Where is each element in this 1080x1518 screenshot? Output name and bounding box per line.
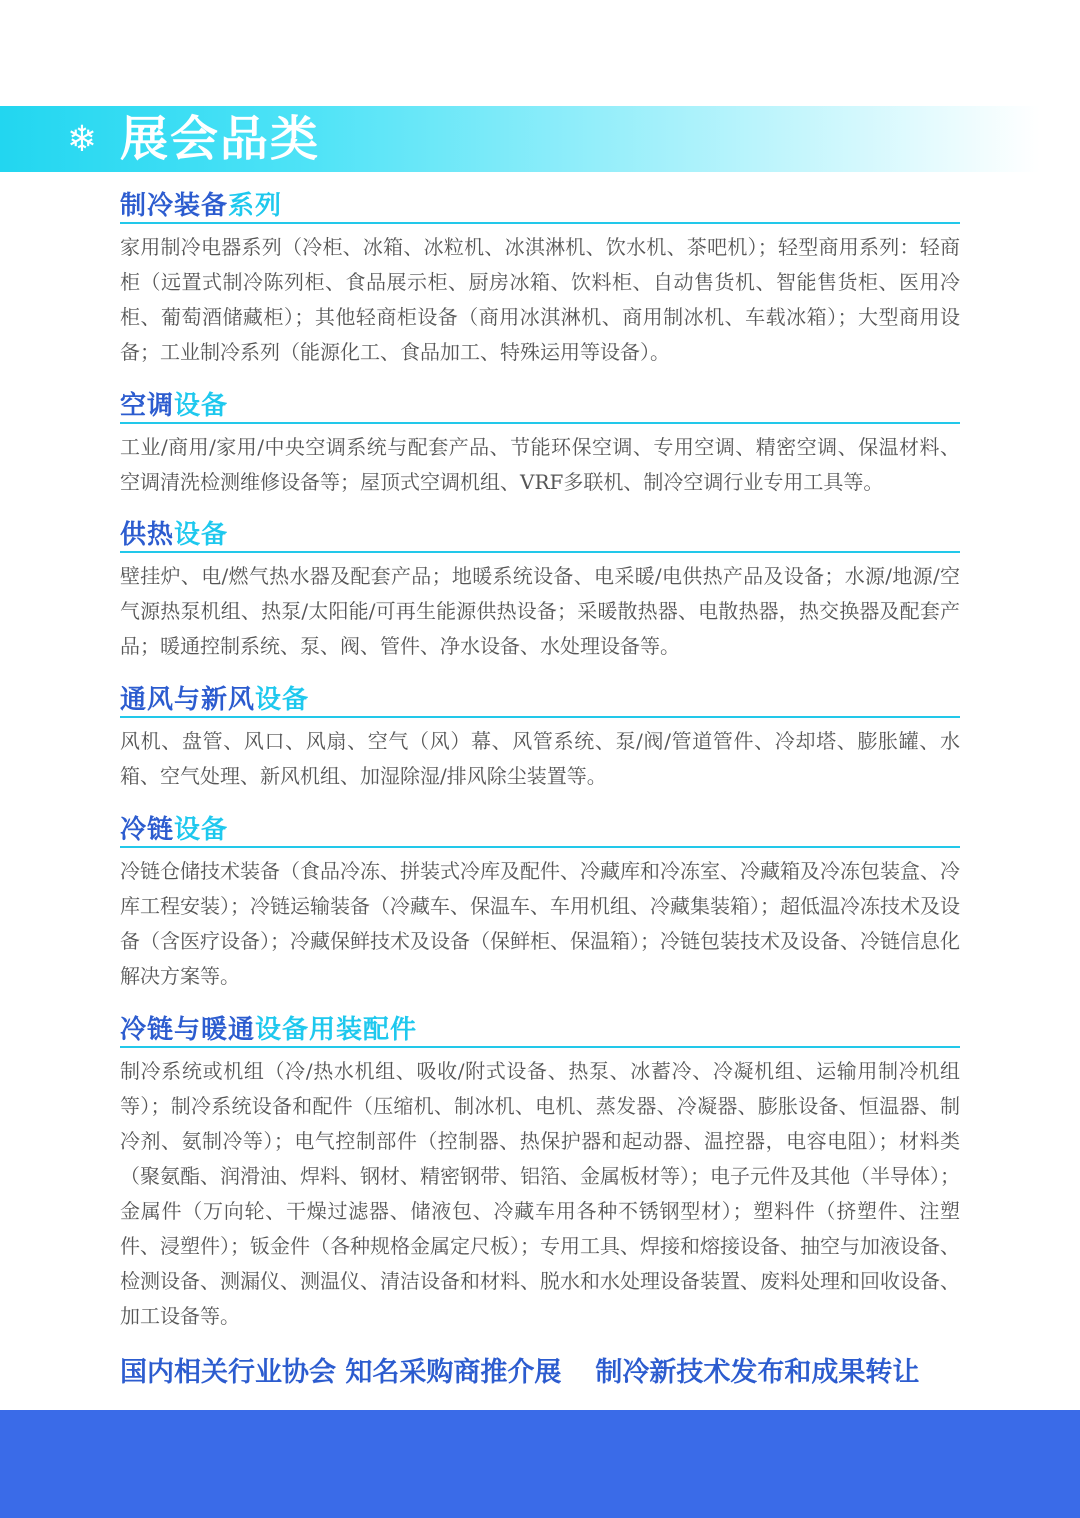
section-body: 冷链仓储技术装备（食品冷冻、拼装式冷库及配件、冷藏库和冷冻室、冷藏箱及冷冻包装盒、冷库工程安装）；冷链运输装备（冷藏车、保温车、车用机组、冷藏集装箱）；超低温冷冻技术及设备（含医疗设备）；冷藏保鲜技术及设备（保鲜柜、保温箱）；冷链包装技术及设备、冷链信息化解决方案等。: [120, 859, 960, 988]
section-title: 空调设备: [120, 391, 229, 421]
footer-right-text: 制冷新技术发布和成果转让: [595, 1357, 920, 1388]
section-title: 冷链设备: [120, 815, 229, 845]
section-heading: [120, 684, 960, 718]
category-banner: [0, 106, 1040, 172]
section-heading: [120, 1014, 960, 1048]
section-refrigeration: [120, 190, 960, 370]
section-heading: [120, 519, 960, 553]
bottom-bar: [0, 1410, 1080, 1518]
section-title: 制冷装备系列: [120, 191, 283, 221]
snowflake-icon: ❄: [66, 119, 98, 160]
section-body: 工业/商用/家用/中央空调系统与配套产品、节能环保空调、专用空调、精密空调、保温材料、空调清洗检测维修设备等；屋顶式空调机组、VRF多联机、制冷空调行业专用工具等。: [120, 435, 960, 494]
section-heading: [120, 390, 960, 424]
section-title: 通风与新风设备: [120, 685, 310, 715]
section-heating: [120, 519, 960, 664]
section-body: 制冷系统或机组（冷/热水机组、吸收/附式设备、热泵、冰蓄冷、冷凝机组、运输用制冷机组等）；制冷系统设备和配件（压缩机、制冰机、电机、蒸发器、冷凝器、膨胀设备、恒温器、制冷剂、氨制冷等）；电气控制部件（控制器、热保护器和起动器、温控器，电容电阻）；材料类（聚氨酯、润滑油、焊料、钢材、精密钢带、铝箔、金属板材等）；电子元件及其他（半导体）；金属件（万向轮、干燥过滤器、储液包、冷藏车用各种不锈钢型材）；塑料件（挤塑件、注塑件、浸塑件）；钣金件（各种规格金属定尺板）；专用工具、焊接和熔接设备、抽空与加液设备、检测设备、测漏仪、测温仪、清洁设备和材料、脱水和水处理设备装置、废料处理和回收设备、加工设备等。: [120, 1059, 960, 1328]
section-cold-chain: [120, 814, 960, 994]
section-accessories: [120, 1014, 960, 1334]
page-title: 展会品类: [120, 111, 321, 167]
section-ventilation: [120, 684, 960, 794]
footer-tagline: [120, 1355, 980, 1391]
section-title: 供热设备: [120, 520, 229, 550]
section-air-conditioning: [120, 390, 960, 500]
section-body: 家用制冷电器系列（冷柜、冰箱、冰粒机、冰淇淋机、饮水机、茶吧机）；轻型商用系列：轻商柜（远置式制冷陈列柜、食品展示柜、厨房冰箱、饮料柜、自动售货机、智能售货柜、医用冷柜、葡萄酒储藏柜）；其他轻商柜设备（商用冰淇淋机、商用制冰机、车载冰箱）；大型商用设备；工业制冷系列（能源化工、食品加工、特殊运用等设备）。: [120, 235, 960, 364]
section-body: 风机、盘管、风口、风扇、空气（风）幕、风管系统、泵/阀/管道管件、冷却塔、膨胀罐、水箱、空气处理、新风机组、加湿除湿/排风除尘装置等。: [120, 729, 960, 788]
section-heading: [120, 190, 960, 224]
section-heading: [120, 814, 960, 848]
footer-left-text: 国内相关行业协会 知名采购商推介展: [120, 1357, 562, 1388]
section-body: 壁挂炉、电/燃气热水器及配套产品；地暖系统设备、电采暖/电供热产品及设备；水源/地源/空气源热泵机组、热泵/太阳能/可再生能源供热设备；采暖散热器、电散热器，热交换器及配套产品；暖通控制系统、泵、阀、管件、净水设备、水处理设备等。: [120, 564, 960, 658]
section-title: 冷链与暖通设备用装配件: [120, 1015, 418, 1045]
